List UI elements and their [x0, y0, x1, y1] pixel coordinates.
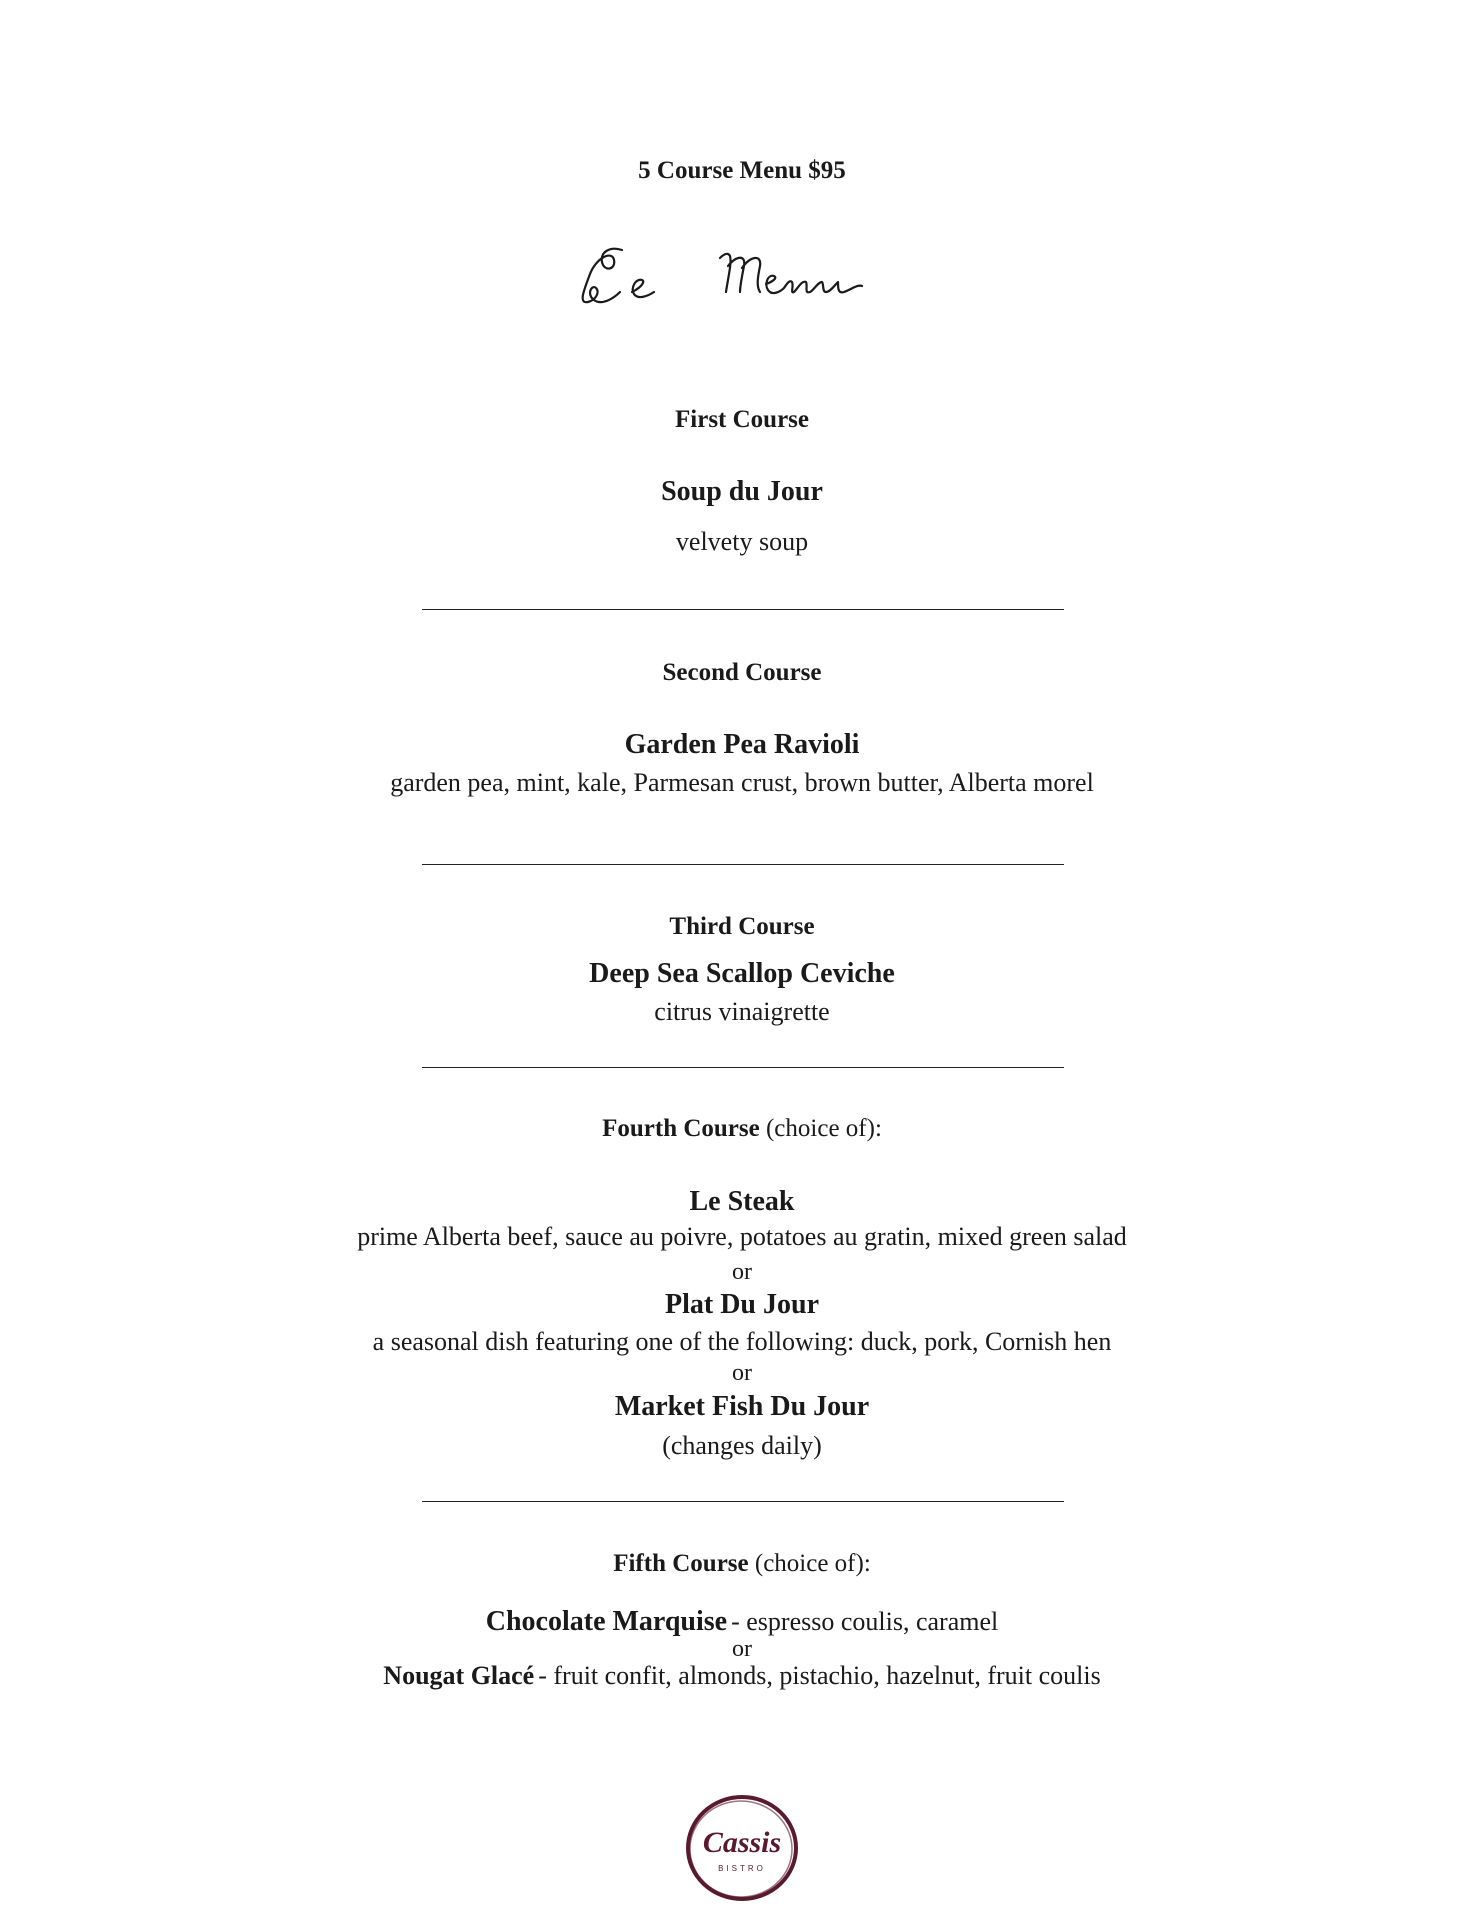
first-course-description: velvety soup: [675, 527, 809, 556]
or-separator: or: [732, 1259, 752, 1285]
second-course-heading: Second Course: [662, 659, 822, 686]
fifth-course-heading-line: [0, 1550, 1484, 1578]
section-divider: [422, 864, 1064, 865]
first-course-dish: Soup du Jour: [661, 476, 823, 507]
fourth-course-option-dish: Market Fish Du Jour: [614, 1391, 870, 1422]
or-separator: or: [732, 1636, 752, 1662]
section-divider: [422, 609, 1064, 610]
third-course-description: citrus vinaigrette: [654, 997, 830, 1026]
fourth-course-heading-line: [0, 1115, 1484, 1143]
third-course-dish: Deep Sea Scallop Ceviche: [589, 958, 895, 989]
third-course-heading: Third Course: [669, 913, 815, 940]
fourth-course-option-description: prime Alberta beef, sauce au poivre, potatoes au gratin, mixed green salad: [357, 1222, 1127, 1251]
fifth-course-heading: Fifth Course: [613, 1550, 749, 1577]
fourth-course-option-dish: Le Steak: [689, 1186, 795, 1217]
logo-subtitle: BISTRO: [718, 1864, 766, 1873]
first-course-heading: First Course: [675, 406, 809, 433]
menu-price-header: 5 Course Menu $95: [638, 157, 846, 184]
fourth-course-option-description: a seasonal dish featuring one of the following: duck, pork, Cornish hen: [372, 1327, 1112, 1356]
section-divider: [422, 1067, 1064, 1068]
fourth-course-option-description: (changes daily): [662, 1431, 822, 1460]
fifth-course-option-description: - fruit confit, almonds, pistachio, hazelnut, fruit coulis: [538, 1661, 1101, 1690]
fourth-course-choice-note: (choice of):: [765, 1115, 882, 1142]
fifth-course-option-dish: Chocolate Marquise: [485, 1606, 728, 1637]
fifth-course-option-dish: Nougat Glacé: [383, 1661, 535, 1690]
fourth-course-heading: Fourth Course: [602, 1115, 760, 1142]
fourth-course-option-dish: Plat Du Jour: [665, 1289, 819, 1320]
fifth-course-option-description: - espresso coulis, caramel: [731, 1607, 999, 1636]
logo-name: Cassis: [702, 1826, 782, 1859]
fifth-course-choice-note: (choice of):: [754, 1550, 871, 1577]
fifth-course-option: [0, 1661, 1484, 1691]
second-course-dish: Garden Pea Ravioli: [624, 729, 860, 760]
or-separator: or: [732, 1360, 752, 1386]
cassis-bistro-logo: [683, 1792, 801, 1904]
le-menu-script-title: [570, 238, 910, 318]
second-course-description: garden pea, mint, kale, Parmesan crust, brown butter, Alberta morel: [390, 768, 1094, 797]
section-divider: [422, 1501, 1064, 1502]
fifth-course-option: [0, 1606, 1484, 1638]
